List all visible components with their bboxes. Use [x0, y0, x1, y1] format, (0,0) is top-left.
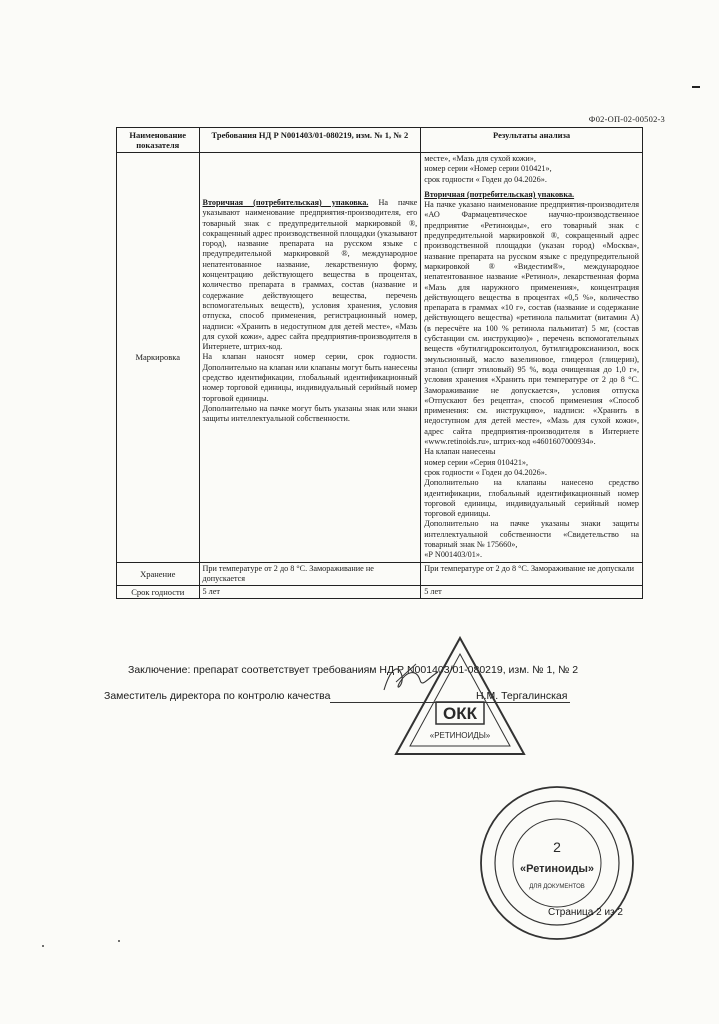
- marking-res-p7: «Р N001403/01».: [424, 550, 483, 560]
- okk-stamp-text: ОКК: [443, 704, 477, 723]
- marking-res-p3: номер серии «Серия 010421»,: [424, 457, 529, 467]
- table-row-storage: [117, 562, 643, 586]
- round-stamp-bottom: ДЛЯ ДОКУМЕНТОВ: [529, 884, 585, 890]
- round-company-stamp: [478, 784, 636, 942]
- marking-res-top2: номер серии «Номер серии 010421»,: [424, 164, 552, 174]
- corner-mark: [692, 86, 700, 88]
- row-name-storage: Хранение: [117, 562, 200, 586]
- document-code: Ф02-ОП-02-00502-3: [588, 114, 665, 124]
- round-stamp-number: 2: [553, 839, 561, 855]
- analysis-table: [116, 127, 643, 599]
- marking-result-cell: [421, 153, 643, 563]
- shelf-life-result: 5 лет: [421, 586, 643, 599]
- round-stamp-center: «Ретиноиды»: [520, 863, 594, 875]
- marking-res-p2: На клапан нанесены: [424, 447, 496, 457]
- marking-res-heading: Вторичная (потребительская) упаковка.: [424, 189, 575, 199]
- storage-result: При температуре от 2 до 8 °С. Замораживание не допускали: [421, 562, 643, 586]
- table-row-shelf-life: [117, 586, 643, 599]
- shelf-life-requirement: 5 лет: [199, 586, 421, 599]
- header-indicator: Наименование показателя: [117, 128, 200, 153]
- conclusion-text: Заключение: препарат соответствует требованиям НД Р N001403/01-080219, изм. № 1, № 2: [128, 664, 579, 676]
- marking-res-top1: месте», «Мазь для сухой кожи»,: [424, 154, 536, 163]
- marking-res-top3: срок годности « Годен до 04.2026».: [424, 174, 547, 184]
- marking-res-p6: Дополнительно на пачке указаны знаки защиты интеллектуальной собственности «Свидетельство на товарный знак № 175660»,: [424, 519, 639, 549]
- signer-name: Н.М. Тергалинская: [476, 690, 568, 702]
- header-results: Результаты анализа: [421, 128, 643, 153]
- okk-triangle-stamp: [390, 632, 530, 762]
- marking-req-p3: Дополнительно на пачке могут быть указаны знак или знаки защиты интеллектуальной собственности.: [202, 403, 418, 424]
- page-number: Страница 2 из 2: [548, 907, 623, 918]
- okk-stamp-sub: «РЕТИНОИДЫ»: [429, 731, 491, 740]
- marking-req-text-1: [203, 198, 418, 352]
- marking-requirement-cell: [199, 153, 421, 563]
- marking-req-p2: На клапан наносят номер серии, срок годности. Дополнительно на клапан или клапаны могут быть нанесены средство идентификации, глобальный идентификационный номер торговой единицы, индивидуальный серийный номер торговой единицы.: [202, 352, 418, 403]
- header-requirements: Требования НД Р N001403/01-080219, изм. № 1, № 2: [199, 128, 421, 153]
- row-name-marking: Маркировка: [117, 153, 200, 563]
- marking-res-p5: Дополнительно на клапаны нанесено средство идентификации, глобальный идентификационный номер торговой единицы, индивидуальный серийный номер торговой единицы.: [424, 478, 639, 519]
- marking-res-p4: срок годности « Годен до 04.2026».: [424, 467, 547, 477]
- storage-requirement: При температуре от 2 до 8 °С. Замораживание не допускается: [199, 562, 421, 586]
- signer-position: Заместитель директора по контролю качества: [104, 690, 331, 702]
- marking-req-heading: Вторичная (потребительская) упаковка.: [202, 198, 369, 207]
- table-header-row: [117, 128, 643, 153]
- scan-speck: [42, 945, 44, 947]
- table-row-marking: [117, 153, 643, 563]
- row-name-shelf-life: Срок годности: [117, 586, 200, 599]
- scan-speck: [118, 940, 120, 942]
- marking-res-p1: На пачке указано наименование предприятия-производителя «АО Фармацевтическое научно-производственное предприятие «Ретиноиды», его товарный знак с предупредительной маркировкой ®, сокращенный адрес производственной площадки (указан город) «Москва», название препарата на русском языке с предупредительной маркировкой ® «Видестим®», международное непатентованное название «Ретинол», лекарственная форма «Мазь для наружного применения», концентрация действующего вещества в процентах «0,5 %», количество препарата в граммах «10 г», состав (название и содержание действующего вещества) «ретинола пальмитат (витамин А) (в пересчёте на 100 % ретинола пальмитат) 5 мг, (состав субстанции см. инструкцию)» , перечень вспомогательных веществ «бутилгидрокситолуол, бутилгидроксианизол, воск эмульсионный, масло вазелиновое, глицерол (глицерин), этанол (спирт этиловый) 95 %, вода очищенная до 1,0 г», условия хранения «Хранить при температуре от 2 до 8 °С. Замораживание не допускается», условия отпуска «Отпускают без рецепта», способ применения «Способ применения: см. инструкцию», надписи: «Хранить в недоступном для детей месте», «Мазь для сухой кожи», адрес сайта предприятия-производителя в Интернете «www.retinoids.ru», штрих-код «4601607000934».: [424, 200, 639, 447]
- marking-req-p1: На пачке указывают наименование предприятия-производителя, его товарный знак с предупредительной маркировкой ®, сокращенный адрес производственной площадки (указывают город), название препарата на русском языке с предупредительной маркировкой ®, международное непатентованное название, лекарственную форму, концентрацию действующего вещества в процентах, количество препарата в граммах, состав (название и содержание действующего вещества, перечень вспомогательных веществ), условия хранения, условия отпуска, способ применения, регистрационный номер, надписи: «Хранить в недоступном для детей месте», «Мазь для сухой кожи», адрес сайта предприятия-производителя в Интернете, штрих-код.: [202, 198, 418, 352]
